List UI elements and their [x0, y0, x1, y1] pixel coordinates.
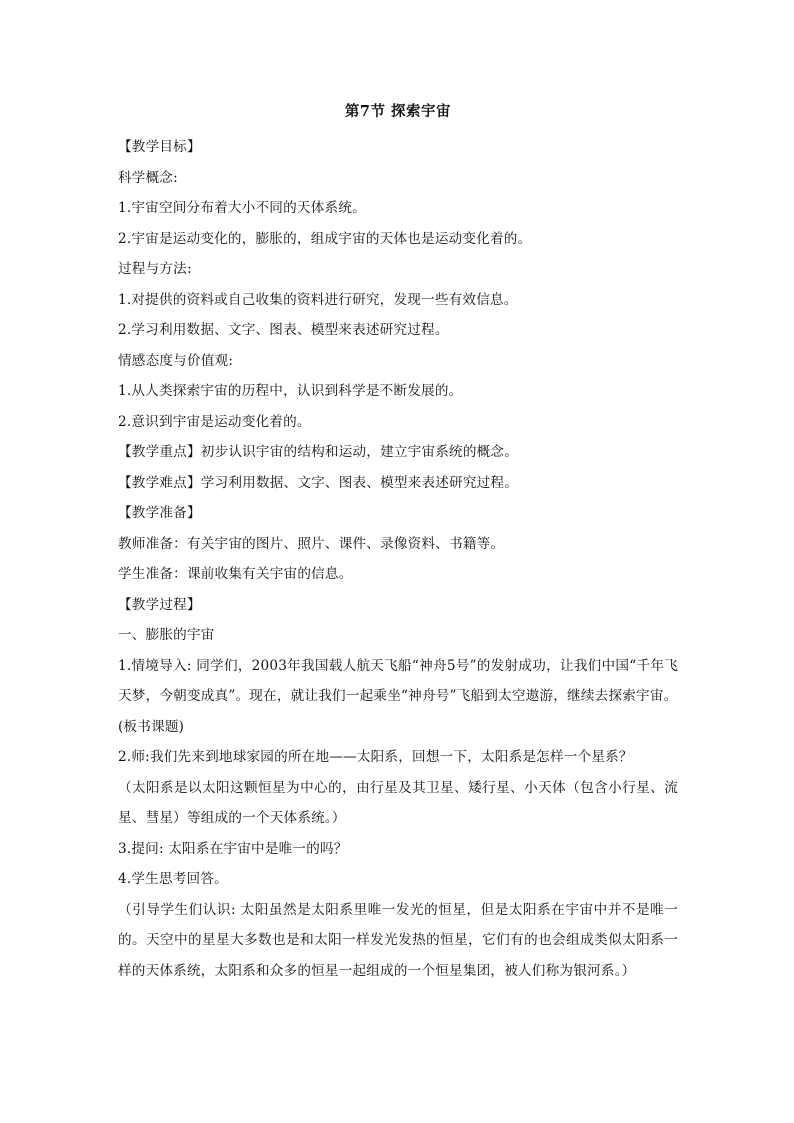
concept-item-1: 1.宇宙空间分布着大小不同的天体系统。: [118, 200, 366, 216]
teacher-question-solar-system: 2.师:我们先来到地球家园的所在地——太阳系，回想一下，太阳系是怎样一个星系？: [118, 749, 633, 765]
teaching-difficulties: 【教学难点】学习利用数据、文字、图表、模型来表述研究过程。: [118, 474, 519, 491]
attitude-item-2: 2.意识到宇宙是运动变化着的。: [118, 413, 311, 430]
subheading-attitudes-values: 情感态度与价值观:: [118, 352, 234, 369]
section-expanding-universe: 一、膨胀的宇宙: [118, 627, 215, 643]
teacher-preparation: 教师准备：有关宇宙的图片、照片、课件、录像资料、书籍等。: [118, 535, 505, 552]
method-item-1: 1.对提供的资料或自己收集的资料进行研究，发现一些有效信息。: [118, 291, 518, 308]
attitude-item-1: 1.从人类探索宇宙的历程中，认识到科学是不断发展的。: [118, 383, 463, 399]
board-title-note: (板书课题): [118, 718, 185, 735]
subheading-process-methods: 过程与方法:: [118, 261, 192, 277]
method-item-2: 2.学习利用数据、文字、图表、模型来表述研究过程。: [118, 322, 449, 338]
question-unique: 3.提问: 太阳系在宇宙中是唯一的吗？: [118, 840, 348, 857]
heading-teaching-process: 【教学过程】: [118, 596, 201, 613]
page-title: 第7节 探索宇宙: [344, 103, 452, 120]
paragraph-situation-intro: 1.情境导入: 同学们，2003年我国载人航天飞船“神舟5号”的发射成功，让我们中国“千年飞天梦，今朝变成真”。现在，就让我们一起乘坐“神舟号”飞船到太空遨游，继续去探索宇宙。: [118, 657, 678, 704]
paragraph-milky-way: （引导学生们认识: 太阳虽然是太阳系里唯一发光的恒星，但是太阳系在宇宙中并不是唯一的。天空中的星星大多数也是和太阳一样发光发热的恒星，它们有的也会组成类似太阳系一样的天体系统，太阳系和众多的恒星一起组成的一个恒星集团，被人们称为银河系。）: [118, 901, 678, 979]
heading-teaching-preparation: 【教学准备】: [118, 505, 201, 521]
paragraph-solar-system-definition: （太阳系是以太阳这颗恒星为中心的，由行星及其卫星、矮行星、小天体（包含小行星、流星、彗星）等组成的一个天体系统。）: [118, 779, 678, 826]
subheading-science-concepts: 科学概念:: [118, 169, 178, 186]
teaching-key-points: 【教学重点】初步认识宇宙的结构和运动，建立宇宙系统的概念。: [118, 444, 519, 460]
concept-item-2: 2.宇宙是运动变化的，膨胀的，组成宇宙的天体也是运动变化着的。: [118, 230, 532, 247]
student-preparation: 学生准备：课前收集有关宇宙的信息。: [118, 566, 353, 582]
heading-teaching-goals: 【教学目标】: [118, 139, 201, 155]
student-answer: 4.学生思考回答。: [118, 871, 228, 887]
document-body: [118, 101, 678, 986]
